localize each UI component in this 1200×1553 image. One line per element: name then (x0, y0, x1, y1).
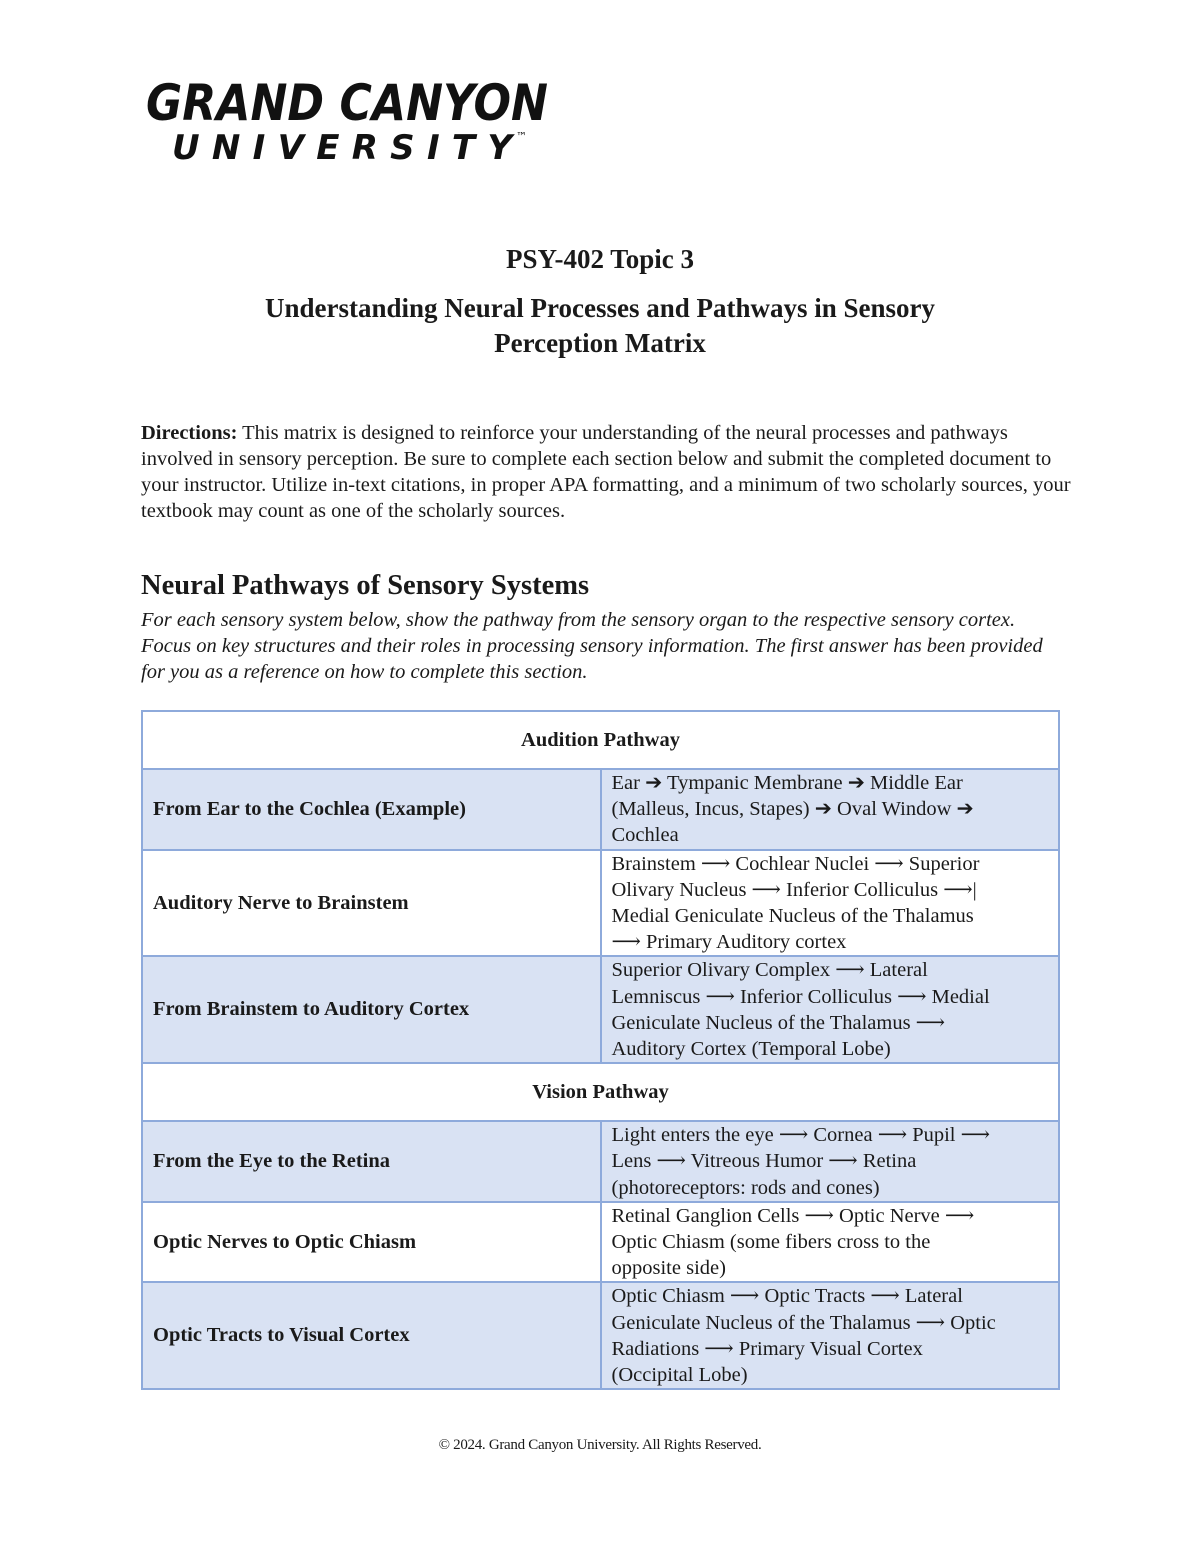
directions-paragraph (141, 420, 1071, 524)
value-line: Retinal Ganglion Cells ⟶ Optic Nerve ⟶ (611, 1204, 975, 1227)
section-heading: Neural Pathways of Sensory Systems (141, 570, 590, 601)
directions-text: This matrix is designed to reinforce your understanding of the neural processes and pathways involved in sensory perception. Be sure to complete each section below and submit the completed document to your instructor. Utilize in-text citations, in proper APA formatting, and a minimum of two scholarly sources, your textbook may count as one of the scholarly sources. (141, 422, 1071, 522)
svg-text:UNIVERSITY: UNIVERSITY (172, 128, 512, 168)
table-row (142, 1121, 1059, 1202)
value-line: Auditory Cortex (Temporal Lobe) (611, 1038, 891, 1061)
value-line: Lens ⟶ Vitreous Humor ⟶ Retina (611, 1150, 917, 1173)
table-row (142, 850, 1059, 957)
row-label: From the Eye to the Retina (142, 1121, 601, 1202)
value-line: Light enters the eye ⟶ Cornea ⟶ Pupil ⟶ (611, 1124, 991, 1147)
row-label: Optic Nerves to Optic Chiasm (142, 1202, 601, 1283)
vision-header: Vision Pathway (142, 1063, 1059, 1121)
row-value[interactable] (601, 956, 1060, 1063)
row-value[interactable] (601, 850, 1060, 957)
row-value[interactable] (601, 1282, 1060, 1389)
sensory-pathway-matrix (141, 710, 1060, 1390)
svg-text:GRAND CANYON: GRAND CANYON (146, 74, 548, 132)
row-value[interactable] (601, 769, 1060, 850)
copyright-footer: © 2024. Grand Canyon University. All Rights Reserved. (438, 1437, 762, 1453)
value-line: Radiations ⟶ Primary Visual Cortex (611, 1337, 923, 1360)
value-line: Geniculate Nucleus of the Thalamus ⟶ Optic (611, 1311, 996, 1334)
logo-wordmark-top (146, 74, 550, 132)
svg-text:™: ™ (516, 130, 527, 143)
value-line: (Occipital Lobe) (611, 1364, 748, 1387)
logo-wordmark-bottom (172, 128, 542, 168)
row-label: Auditory Nerve to Brainstem (142, 850, 601, 957)
audition-header-row (142, 711, 1059, 769)
row-label: Optic Tracts to Visual Cortex (142, 1282, 601, 1389)
audition-header: Audition Pathway (142, 711, 1059, 769)
vision-header-row (142, 1063, 1059, 1121)
value-line: Optic Chiasm (some fibers cross to the (611, 1231, 931, 1254)
value-line: Lemniscus ⟶ Inferior Colliculus ⟶ Medial (611, 985, 990, 1008)
section-instructions: For each sensory system below, show the pathway from the sensory organ to the respective sensory cortex. Focus on key structures and their roles in processing sensory information. The first answer has been provided for you as a reference on how to complete this section. (141, 609, 1043, 683)
table-row (142, 1282, 1059, 1389)
row-label: From Ear to the Cochlea (Example) (142, 769, 601, 850)
row-label: From Brainstem to Auditory Cortex (142, 956, 601, 1063)
document-title-line-2: Perception Matrix (494, 328, 706, 358)
value-line: Medial Geniculate Nucleus of the Thalamus (611, 905, 974, 928)
value-line: Optic Chiasm ⟶ Optic Tracts ⟶ Lateral (611, 1285, 963, 1308)
value-line: ⟶ Primary Auditory cortex (611, 931, 847, 954)
course-title: PSY-402 Topic 3 (505, 244, 695, 274)
table-row (142, 1202, 1059, 1283)
value-line: (photoreceptors: rods and cones) (611, 1176, 880, 1199)
document-title (0, 291, 1200, 361)
value-line: Geniculate Nucleus of the Thalamus ⟶ (611, 1011, 946, 1034)
value-line: opposite side) (611, 1257, 726, 1280)
value-line: Superior Olivary Complex ⟶ Lateral (611, 959, 928, 982)
table-row (142, 769, 1059, 850)
value-line: Cochlea (611, 824, 679, 847)
row-value[interactable] (601, 1121, 1060, 1202)
value-line: Olivary Nucleus ⟶ Inferior Colliculus ⟶| (611, 878, 977, 901)
value-line: (Malleus, Incus, Stapes) ➔ Oval Window ➔ (611, 798, 974, 821)
value-line: Brainstem ⟶ Cochlear Nuclei ⟶ Superior (611, 852, 980, 875)
row-value[interactable] (601, 1202, 1060, 1283)
table-row (142, 956, 1059, 1063)
document-title-line-1: Understanding Neural Processes and Pathways in Sensory (264, 293, 936, 323)
directions-label: Directions: (141, 422, 238, 444)
value-line: Ear ➔ Tympanic Membrane ➔ Middle Ear (611, 772, 963, 794)
university-logo (146, 74, 550, 168)
